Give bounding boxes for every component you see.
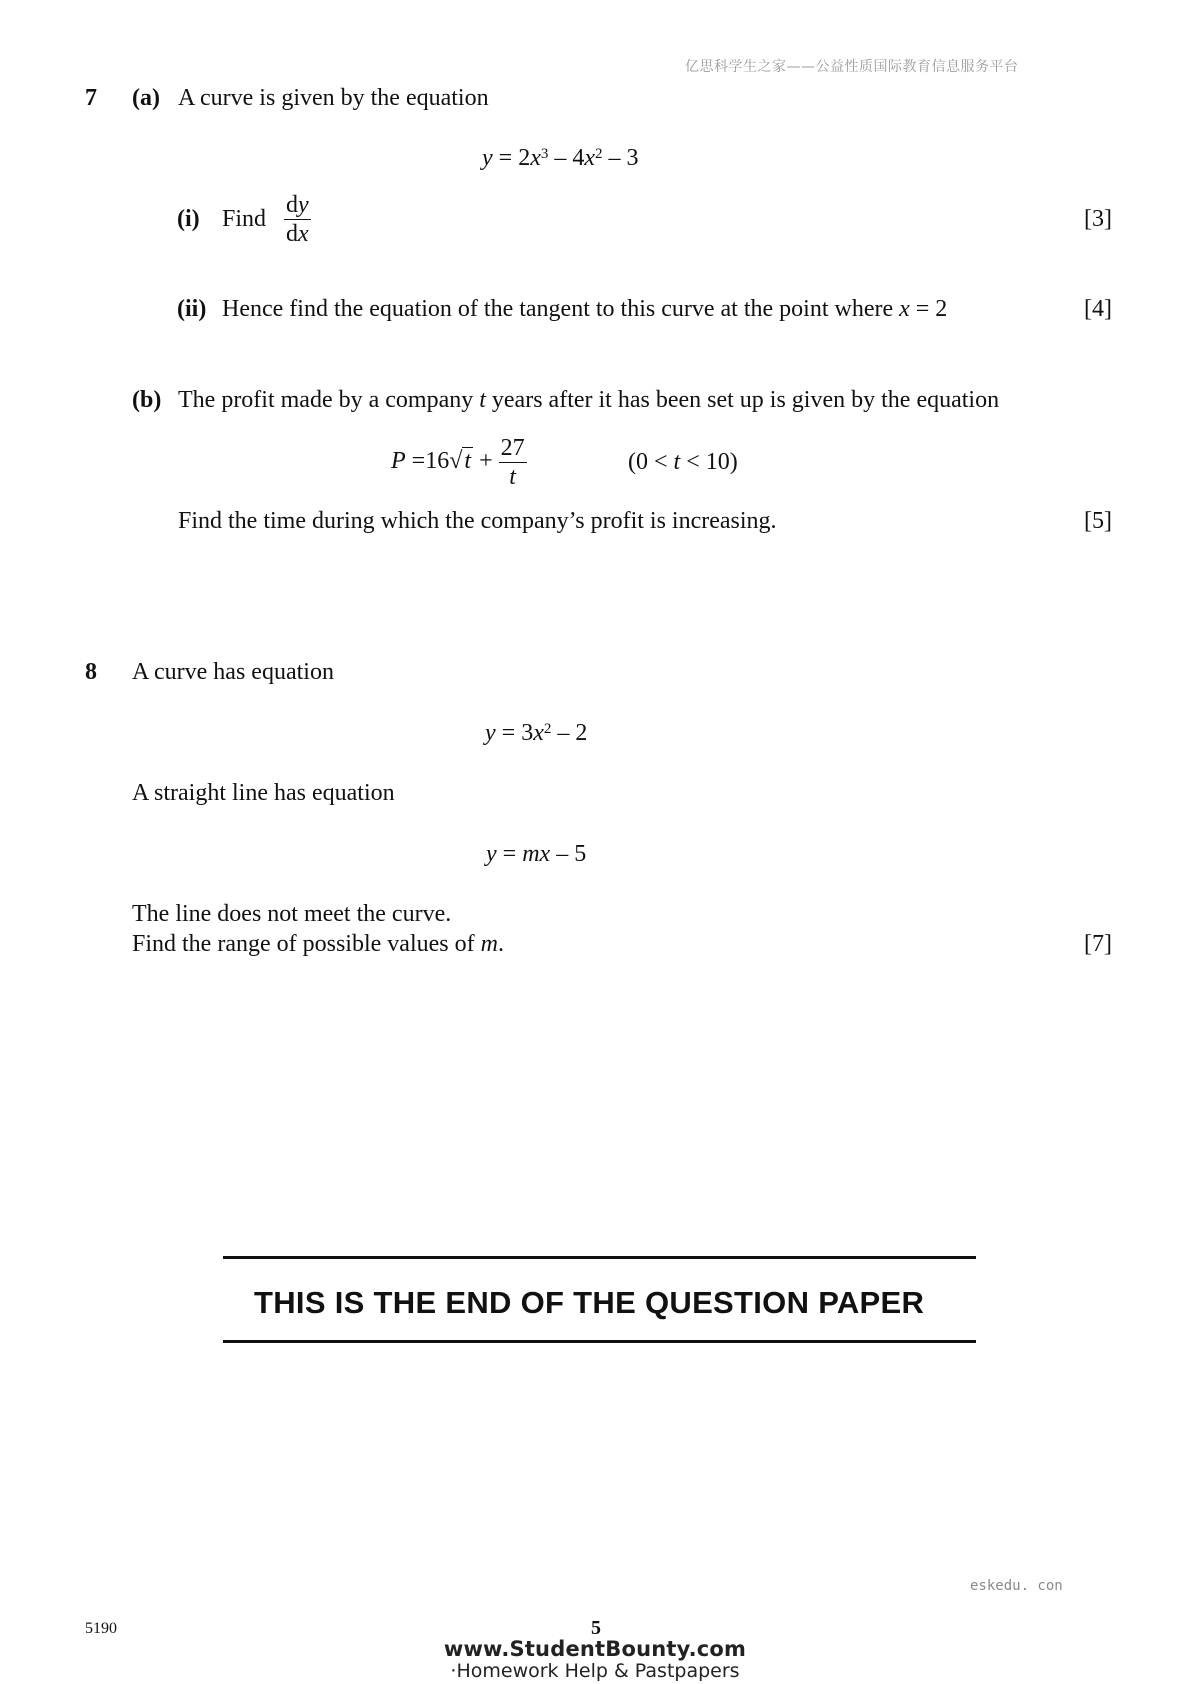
- q7a-i-marks: [3]: [1084, 206, 1112, 232]
- q8-intro: A curve has equation: [132, 659, 334, 685]
- q7a-equation: $y = 2x^3 - 4x^2 - 3$: [482, 145, 639, 171]
- q8-line-intro: A straight line has equation: [132, 780, 395, 806]
- q7a-ii-label: (ii): [177, 296, 207, 322]
- studentbounty-logo[interactable]: www.StudentBounty.com ·Homework Help & Pastpapers: [443, 1637, 747, 1682]
- q8-curve-equation: $y = 3x^2 - 2$: [485, 720, 588, 746]
- q7a-i-text: Find: [222, 206, 267, 232]
- q8-statement: The line does not meet the curve.: [132, 901, 452, 927]
- q7b-label: (b): [132, 387, 162, 413]
- q7b-question: Find the time during which the company’s profit is increasing.: [178, 508, 777, 534]
- q8-marks: [7]: [1084, 931, 1112, 957]
- end-banner: THIS IS THE END OF THE QUESTION PAPER: [254, 1285, 925, 1320]
- q7a-ii-text: Hence find the equation of the tangent to this curve at the point where x = 2: [222, 296, 948, 322]
- end-rule-bottom: [223, 1340, 976, 1343]
- q8-question: Find the range of possible values of m.: [132, 931, 504, 957]
- q7b-intro: The profit made by a company t years after it has been set up is given by the equation: [178, 387, 1000, 413]
- page-number: 5: [591, 1617, 601, 1639]
- question-8-number: 8: [85, 659, 97, 685]
- q8-line-equation: y = mx – 5: [486, 841, 587, 867]
- dy-dx-fraction: $\frac{dy}{dx}$: [286, 192, 309, 247]
- end-rule-top: [223, 1256, 976, 1259]
- paper-code: 5190: [85, 1620, 117, 1637]
- watermark-bottom: eskedu. con: [970, 1578, 1063, 1594]
- watermark-top: 亿思科学生之家——公益性质国际教育信息服务平台: [685, 59, 1019, 75]
- q7a-intro: A curve is given by the equation: [178, 85, 489, 111]
- sqrt-sign: √: [449, 448, 463, 474]
- q7a-label: (a): [132, 85, 160, 111]
- q7a-i-label: (i): [177, 206, 200, 232]
- q7b-marks: [5]: [1084, 508, 1112, 534]
- profit-equation: P =16√t + $\frac{27}{t}$: [391, 435, 525, 490]
- profit-domain: (0 < t < 10): [628, 449, 738, 475]
- question-7-number: 7: [85, 85, 97, 111]
- q7a-ii-marks: [4]: [1084, 296, 1112, 322]
